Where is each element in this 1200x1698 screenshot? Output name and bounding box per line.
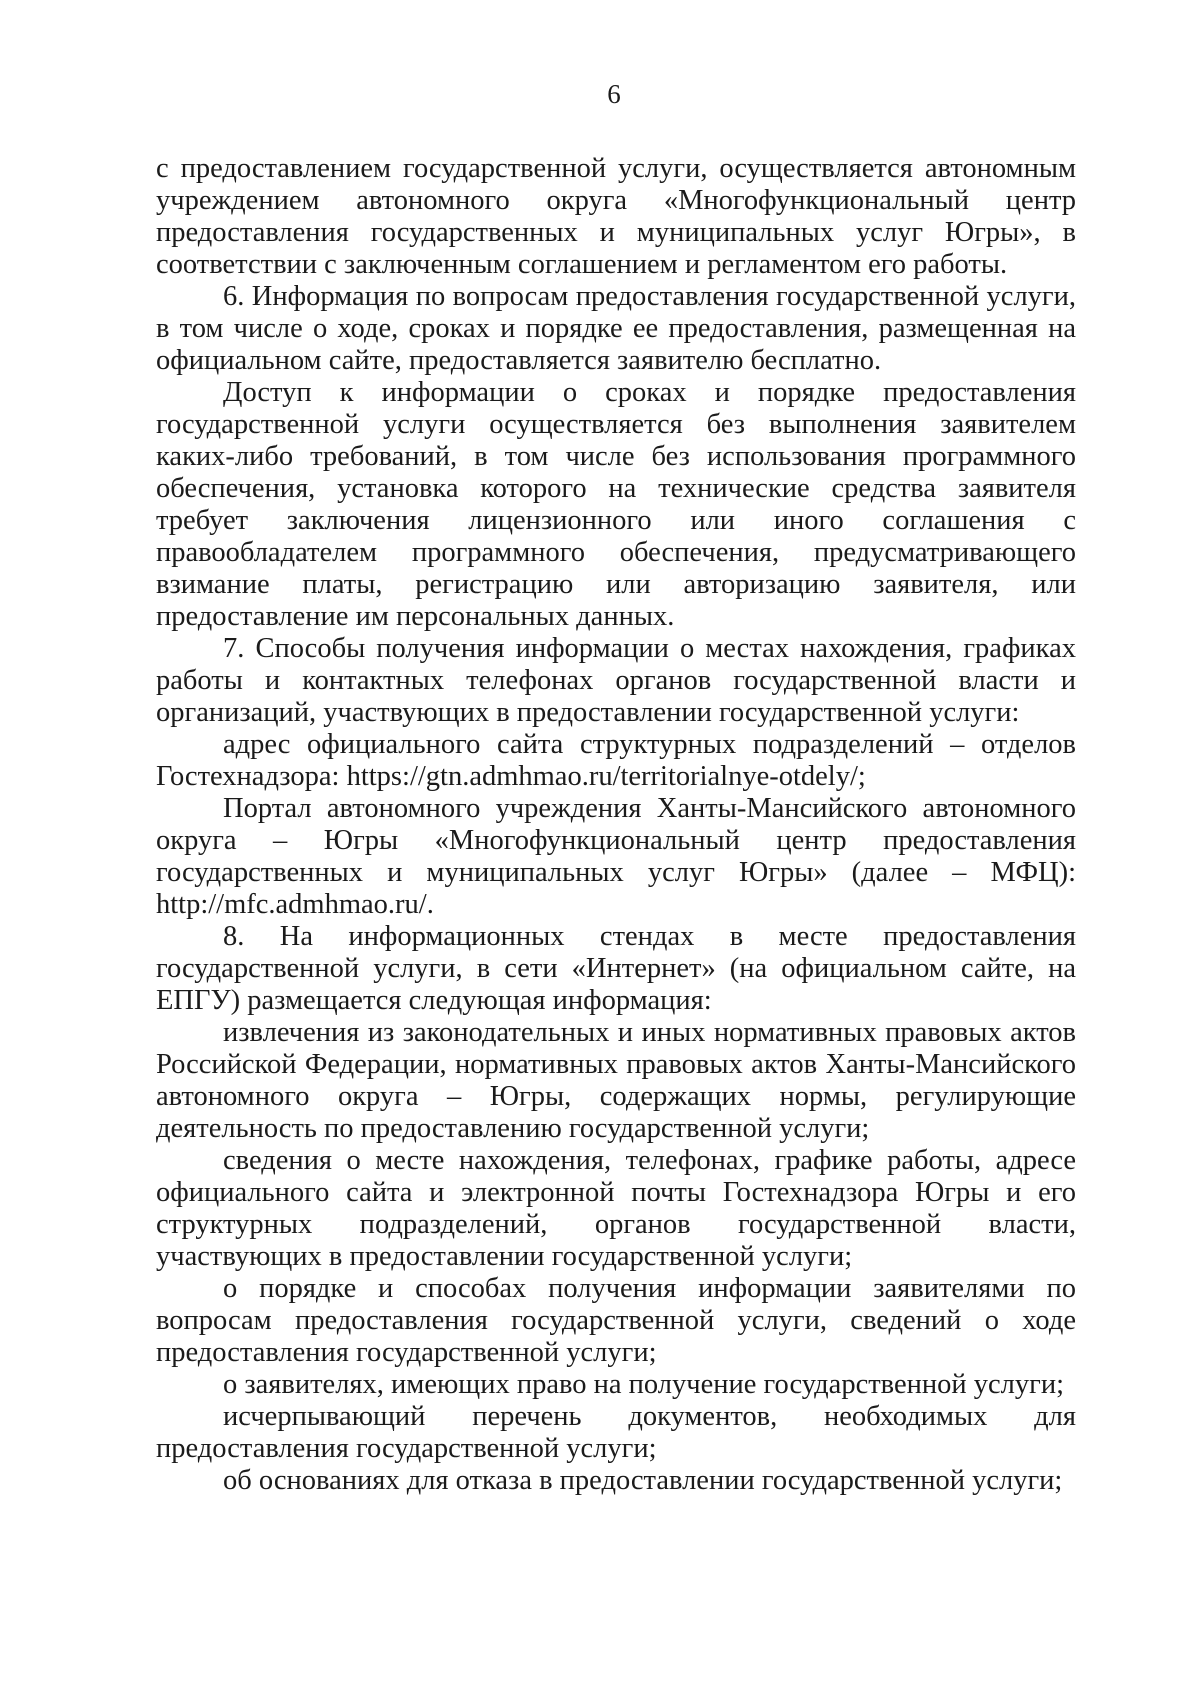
paragraph-item-6: 6. Информация по вопросам предоставления государственной услуги, в том числе о ходе, сроках и порядке ее предоставления, размещенная на официальном сайте, предоставляется заявителю бесплатно.	[156, 281, 1076, 376]
paragraph-mfc-portal: Портал автономного учреждения Ханты-Мансийского автономного округа – Югры «Многофункциональный центр предоставления государственных и муниципальных услуг Югры» (далее – МФЦ): http://mfc.admhmao.ru/.	[156, 793, 1076, 920]
paragraph-item-7: 7. Способы получения информации о местах нахождения, графиках работы и контактных телефонах органов государственной власти и организаций, участвующих в предоставлении государственной услуги:	[156, 633, 1076, 728]
paragraph-item-8: 8. На информационных стендах в месте предоставления государственной услуги, в сети «Интернет» (на официальном сайте, на ЕПГУ) размещается следующая информация:	[156, 921, 1076, 1016]
paragraph-mfc-continuation: с предоставлением государственной услуги, осуществляется автономным учреждением автономного округа «Многофункциональный центр предоставления государственных и муниципальных услуг Югры», в соответствии с заключенным соглашением и регламентом его работы.	[156, 153, 1076, 280]
paragraph-gostekhnadzor-site: адрес официального сайта структурных подразделений – отделов Гостехнадзора: https://gtn.admhmao.ru/territorialnye-otdely/;	[156, 729, 1076, 792]
list-item-legal-extracts: извлечения из законодательных и иных нормативных правовых актов Российской Федерации, нормативных правовых актов Ханты-Мансийского автономного округа – Югры, содержащих нормы, регулирующие деятельность по предоставлению государственной услуги;	[156, 1017, 1076, 1144]
list-item-refusal-grounds: об основаниях для отказа в предоставлении государственной услуги;	[223, 1465, 1063, 1496]
paragraph-access-info: Доступ к информации о сроках и порядке предоставления государственной услуги осуществляется без выполнения заявителем каких-либо требований, в том числе без использования программного обеспечения, установка которого на технические средства заявителя требует заключения лицензионного или иного соглашения с правообладателем программного обеспечения, предусматривающего взимание платы, регистрацию или авторизацию заявителя, или предоставление им персональных данных.	[156, 377, 1076, 632]
page-number: 6	[607, 79, 621, 109]
list-item-location-info: сведения о месте нахождения, телефонах, графике работы, адресе официального сайта и электронной почты Гостехнадзора Югры и его структурных подразделений, органов государственной власти, участвующих в предоставлении государственной услуги;	[156, 1145, 1076, 1272]
list-item-applicants: о заявителях, имеющих право на получение государственной услуги;	[223, 1369, 1064, 1400]
document-body	[156, 153, 1076, 1497]
list-item-documents: исчерпывающий перечень документов, необходимых для предоставления государственной услуги;	[156, 1401, 1076, 1464]
list-item-info-procedure: о порядке и способах получения информации заявителями по вопросам предоставления государственной услуги, сведений о ходе предоставления государственной услуги;	[156, 1273, 1076, 1368]
